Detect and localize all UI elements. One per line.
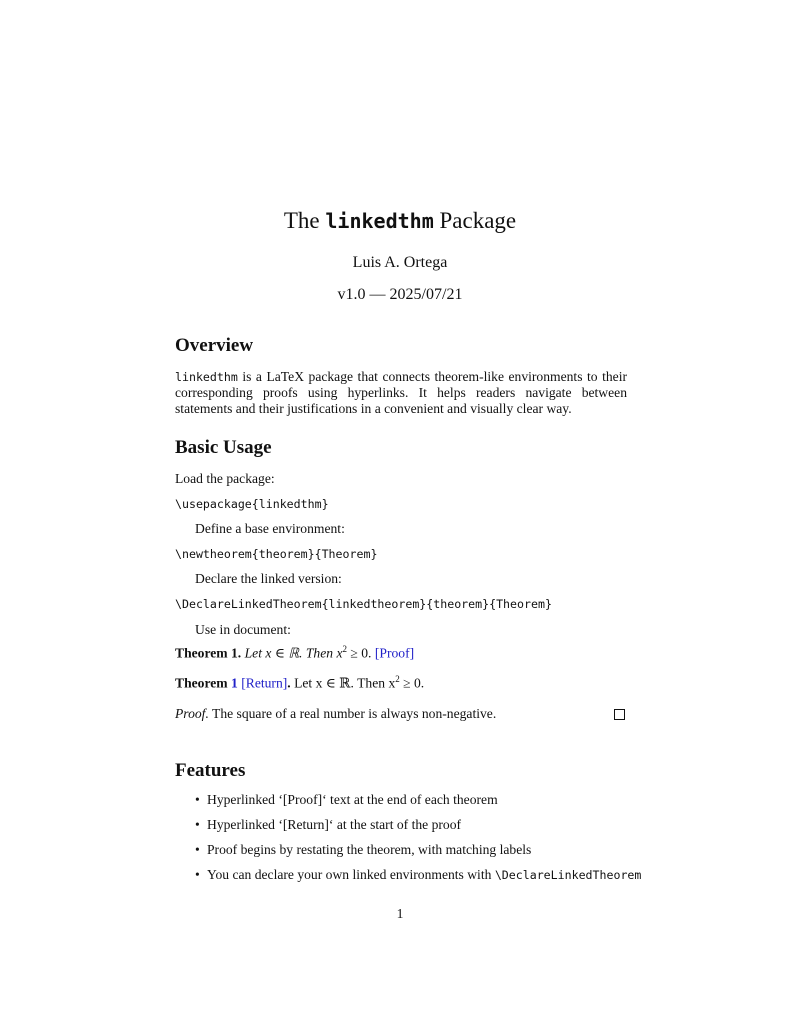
feature-item	[175, 842, 655, 867]
theorem-math-2: x	[336, 645, 343, 661]
qed-square-icon	[614, 709, 625, 720]
return-link[interactable]: [Return]	[241, 675, 288, 691]
feature-text: Hyperlinked ‘[Proof]‘ text at the end of each theorem	[207, 792, 498, 807]
proof-link[interactable]: [Proof]	[374, 645, 415, 661]
feature-text: You can declare your own linked environments with	[207, 867, 492, 882]
feature-code: \DeclareLinkedTheorem	[494, 868, 642, 882]
bullet-icon: •	[195, 842, 200, 857]
restate-number-link[interactable]: 1	[231, 675, 238, 691]
proof-block	[175, 706, 496, 722]
define-label: Define a base environment:	[195, 521, 345, 536]
title-prefix: The	[283, 208, 320, 233]
restate-end: ≥ 0.	[403, 675, 425, 691]
restate-dot: .	[287, 675, 291, 691]
title-package-name: linkedthm	[325, 209, 434, 233]
theorem-let: Let	[244, 645, 262, 661]
load-code: \usepackage{linkedthm}	[175, 497, 329, 511]
feature-text: Proof begins by restating the theorem, with matching labels	[207, 842, 532, 857]
theorem-then: Then	[305, 645, 334, 661]
declare-label: Declare the linked version:	[195, 571, 342, 586]
document-title	[0, 208, 800, 234]
feature-item	[175, 817, 655, 842]
features-list	[175, 792, 655, 892]
overview-heading: Overview	[175, 335, 254, 356]
bullet-icon: •	[195, 792, 200, 807]
feature-item	[175, 792, 655, 817]
overview-paragraph	[175, 369, 627, 417]
feature-item	[175, 867, 655, 892]
document-author: Luis A. Ortega	[352, 254, 448, 271]
restate-exponent: 2	[395, 674, 400, 684]
restate-label: Theorem	[175, 675, 228, 691]
theorem-math-1: x ∈ ℝ.	[265, 645, 303, 661]
theorem-label: Theorem 1.	[175, 645, 242, 661]
theorem-exponent: 2	[342, 644, 347, 654]
declare-code: \DeclareLinkedTheorem{linkedtheorem}{theorem}{Theorem}	[175, 597, 552, 611]
overview-text: is a LaTeX package that connects theorem-like environments to their corresponding proofs using hyperlinks. It helps readers navigate between statements and their justifications in a convenient and visually clear way.	[175, 369, 627, 416]
title-suffix: Package	[439, 208, 517, 233]
proof-text: The square of a real number is always non-negative.	[212, 706, 497, 721]
features-heading: Features	[175, 760, 246, 781]
restate-text: Let x ∈ ℝ. Then x	[294, 675, 396, 691]
load-label: Load the package:	[175, 471, 275, 486]
use-label: Use in document:	[195, 622, 291, 637]
define-code: \newtheorem{theorem}{Theorem}	[175, 547, 378, 561]
theorem-statement	[175, 644, 414, 662]
page-number: 1	[396, 906, 404, 921]
restated-theorem	[175, 674, 424, 692]
bullet-icon: •	[195, 867, 200, 882]
theorem-math-3: ≥ 0.	[350, 645, 372, 661]
bullet-icon: •	[195, 817, 200, 832]
feature-text: Hyperlinked ‘[Return]‘ at the start of the proof	[207, 817, 462, 832]
basic-usage-heading: Basic Usage	[175, 437, 272, 458]
overview-package-name: linkedthm	[175, 370, 238, 384]
document-date: v1.0 — 2025/07/21	[337, 286, 463, 303]
proof-label: Proof.	[175, 706, 209, 721]
